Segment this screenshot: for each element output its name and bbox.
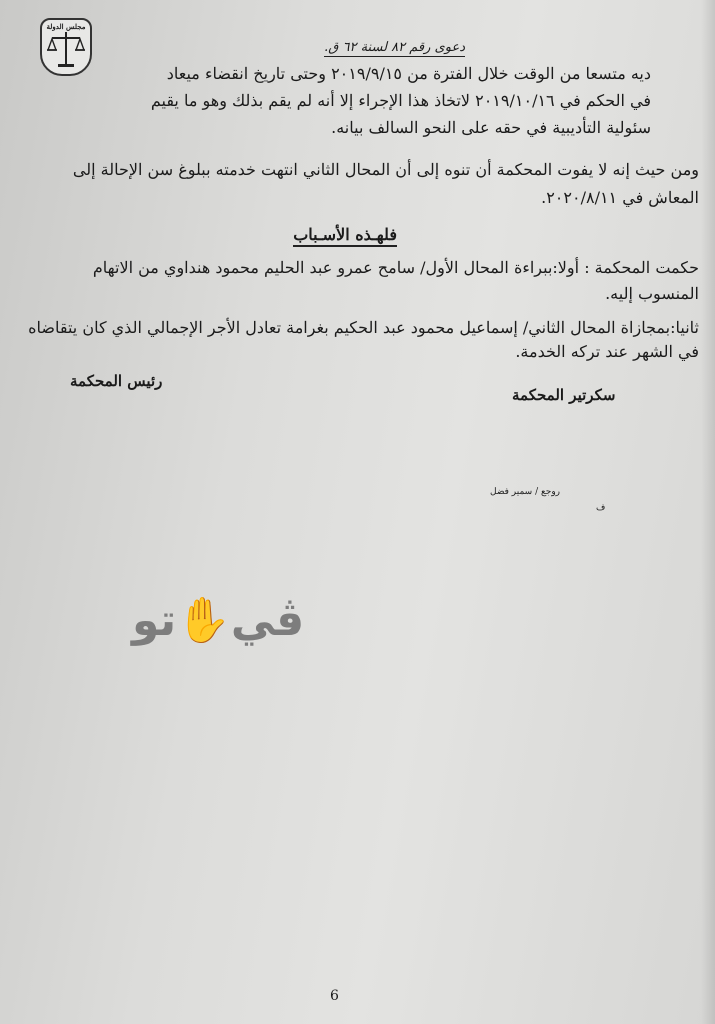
logo-text: مجلس الدولة xyxy=(46,22,86,31)
scales-of-justice-icon xyxy=(42,20,90,74)
page-number: 6 xyxy=(330,988,339,1004)
body-line-5: المعاش في ٢٠٢٠/٨/١١. xyxy=(541,188,699,207)
reasons-heading: فلهـذه الأسـباب xyxy=(293,225,397,247)
body-line-4: ومن حيث إنه لا يفوت المحكمة أن تنوه إلى أن المحال الثاني انتهت خدمته ببلوغ سن الإحالة إلى xyxy=(72,160,699,179)
watermark-part-1: ڤي xyxy=(230,595,305,646)
reviewer-note: روجع / سمير فضل xyxy=(490,487,561,497)
reviewer-initial: ف xyxy=(596,503,606,513)
verdict-line-2: المنسوب إليه. xyxy=(605,284,699,303)
verdict-line-3: ثانيا:بمجازاة المحال الثاني/ إسماعيل محمود عبد الحكيم بغرامة تعادل الأجر الإجمالي الذي كان يتقاضاه xyxy=(28,318,699,337)
watermark-part-2: تو xyxy=(132,595,177,646)
body-line-1: ديه متسعا من الوقت خلال الفترة من ٢٠١٩/٩/١٥ وحتى تاريخ انقضاء ميعاد xyxy=(166,64,651,83)
veto-watermark xyxy=(132,594,304,646)
body-line-2: في الحكم في ٢٠١٩/١٠/١٦ لاتخاذ هذا الإجراء إلا أنه لم يقم بذلك وهو ما يقيم xyxy=(150,91,651,110)
case-reference: دعوى رقم ٨٢ لسنة ٦٢ ق. xyxy=(324,40,465,55)
body-line-3: سئولية التأديبية في حقه على النحو السالف بيانه. xyxy=(331,118,651,137)
verdict-line-1: حكمت المحكمة : أولا:ببراءة المحال الأول/ سامح عمرو عبد الحليم محمود هنداوي من الاتهام xyxy=(92,258,699,277)
page-edge-shadow xyxy=(701,0,715,1024)
verdict-line-4: في الشهر عند تركه الخدمة. xyxy=(515,342,699,361)
court-secretary-signature: سكرتير المحكمة xyxy=(512,386,616,404)
council-of-state-logo xyxy=(40,18,92,76)
watermark-hand-icon: ✋ xyxy=(176,595,231,646)
court-president-signature: رئيس المحكمة xyxy=(70,372,163,390)
